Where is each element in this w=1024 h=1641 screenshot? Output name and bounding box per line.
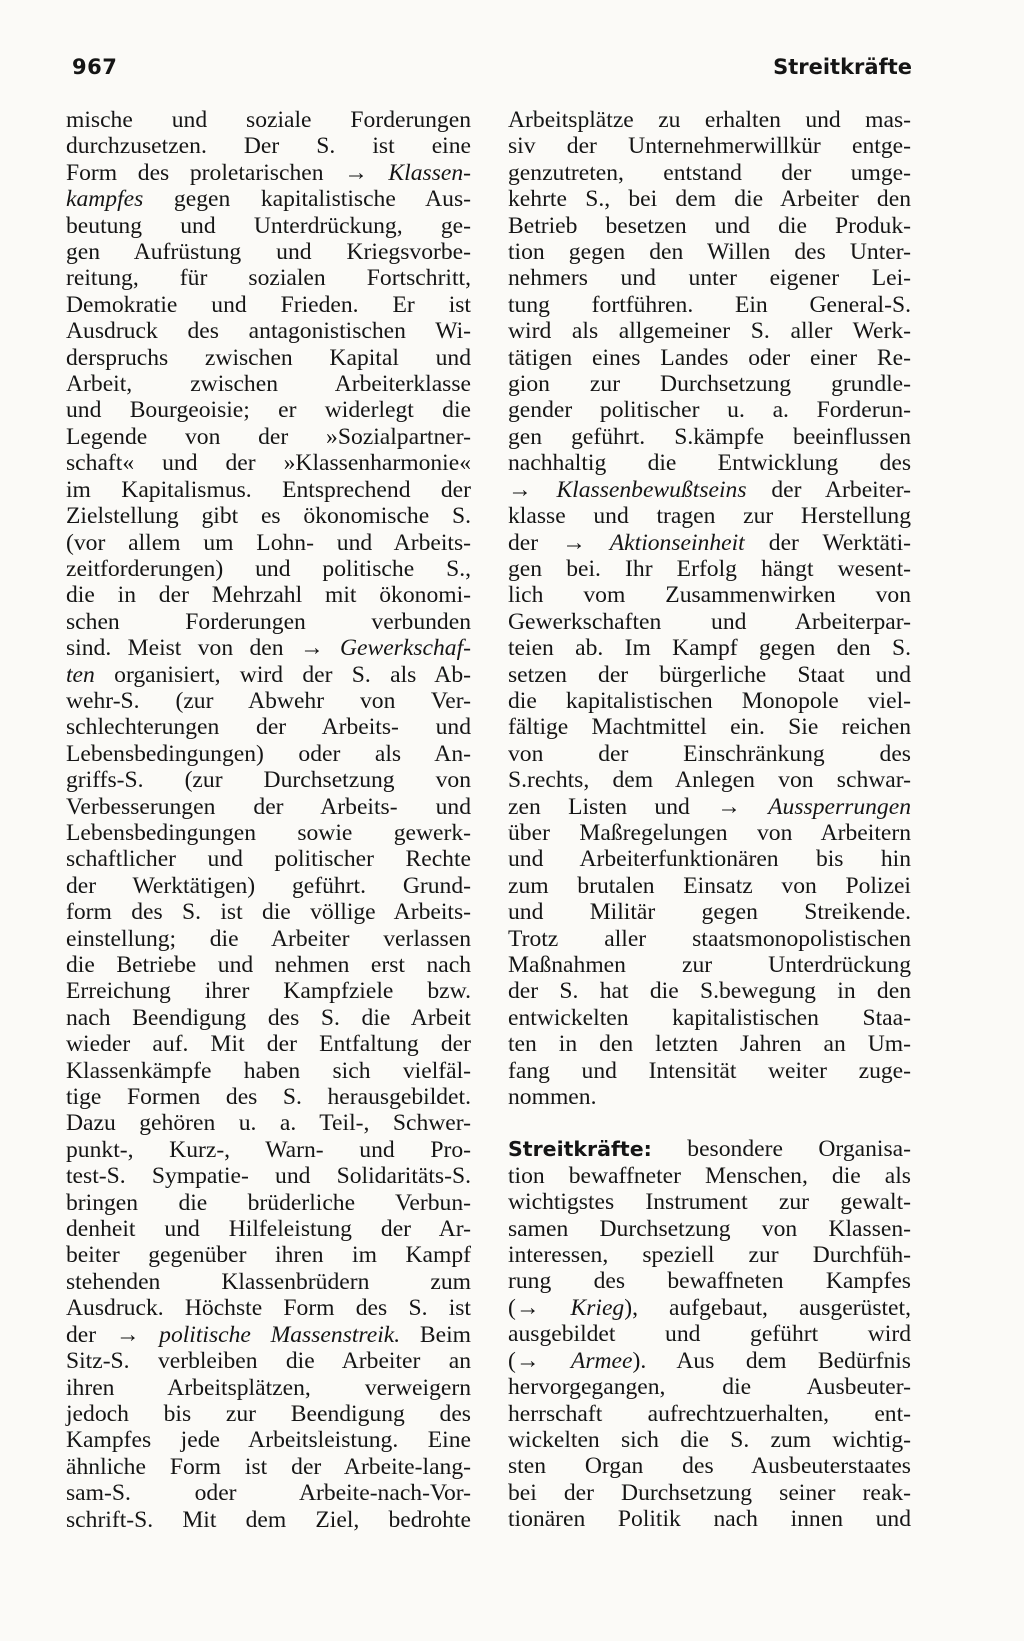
cross-reference-link[interactable]: kampfes <box>66 186 144 213</box>
page-number: 967 <box>72 55 118 79</box>
text-line: schrift-S. Mit dem Ziel, bedrohte <box>66 1506 471 1533</box>
text-line: Trotz aller staatsmonopolistischen <box>508 925 911 952</box>
entry-lemma: Streitkräfte: <box>508 1137 652 1162</box>
text-line: herrschaft aufrechtzuerhalten, ent- <box>508 1400 911 1427</box>
cross-reference-link[interactable]: Klassen- <box>388 159 471 186</box>
text-line: der → Aktionseinheit der Werktäti- <box>508 529 911 556</box>
text-line: durchzusetzen. Der S. ist eine <box>66 133 471 160</box>
text-line: ten in den letzten Jahren an Um- <box>508 1031 911 1058</box>
text-line: lich vom Zusammenwirken von <box>508 582 911 609</box>
text-line: wickelten sich die S. zum wichtig- <box>508 1426 911 1453</box>
cross-reference-link[interactable]: Aussperrungen <box>768 793 911 820</box>
text-line: einstellung; die Arbeiter verlassen <box>66 925 471 952</box>
text-line: Form des proletarischen → Klassen- <box>66 159 471 186</box>
text-line: die Betriebe und nehmen erst nach <box>66 952 471 978</box>
text-line: S.rechts, dem Anlegen von schwar- <box>508 767 911 794</box>
cross-reference-link[interactable]: ten <box>66 661 95 688</box>
cross-reference-link[interactable]: Klassenbewußtseins <box>556 476 747 503</box>
text-line: kehrte S., bei dem die Arbeiter den <box>508 186 911 213</box>
text-line: Betrieb besetzen und die Produk- <box>508 212 911 239</box>
text-line: Verbesserungen der Arbeits- und <box>66 793 471 820</box>
text-line: Klassenkämpfe haben sich vielfäl- <box>66 1057 471 1084</box>
text-line: wehr-S. (zur Abwehr von Ver- <box>66 687 471 714</box>
text-line: Dazu gehören u. a. Teil-, Schwer- <box>66 1110 471 1137</box>
cross-reference-link[interactable]: Gewerkschaf- <box>339 635 471 662</box>
text-line: Legende von der »Sozialpartner- <box>66 423 471 450</box>
cross-reference-link[interactable]: Krieg <box>570 1294 625 1321</box>
cross-reference-link[interactable]: Armee <box>570 1347 633 1374</box>
text-line: reitung, für sozialen Fortschritt, <box>66 265 471 292</box>
text-line: siv der Unternehmerwillkür entge- <box>508 133 911 160</box>
text-line: nehmers und unter eigener Lei- <box>508 265 911 292</box>
text-line: ten organisiert, wird der S. als Ab- <box>66 661 471 688</box>
text-line: nachhaltig die Entwicklung des <box>508 450 911 477</box>
text-line: schlechterungen der Arbeits- und <box>66 714 471 741</box>
text-line: derspruchs zwischen Kapital und <box>66 344 471 371</box>
text-line: nach Beendigung des S. die Arbeit <box>66 1004 471 1031</box>
text-line: fang und Intensität weiter zuge- <box>508 1057 911 1084</box>
text-line: fältige Machtmittel ein. Sie reichen <box>508 714 911 741</box>
text-line: beutung und Unterdrückung, ge- <box>66 212 471 239</box>
text-line: form des S. ist die völlige Arbeits- <box>66 899 471 926</box>
text-line: griffs-S. (zur Durchsetzung von <box>66 767 471 794</box>
text-line: ausgebildet und geführt wird <box>508 1321 911 1348</box>
text-line: wieder auf. Mit der Entfaltung der <box>66 1031 471 1058</box>
text-line: über Maßregelungen von Arbeitern <box>508 819 911 846</box>
text-line: Demokratie und Frieden. Er ist <box>66 291 471 318</box>
text-line: zum brutalen Einsatz von Polizei <box>508 872 911 899</box>
text-line: schaft« und der »Klassenharmonie« <box>66 450 471 477</box>
text-line: wird als allgemeiner S. aller Werk- <box>508 318 911 345</box>
text-line: hervorgegangen, die Ausbeuter- <box>508 1374 911 1401</box>
text-line: tion gegen den Willen des Unter- <box>508 239 911 266</box>
text-line: sten Organ des Ausbeuterstaates <box>508 1453 911 1480</box>
text-line: Lebensbedingungen sowie gewerk- <box>66 819 471 846</box>
text-line: tionären Politik nach innen und <box>508 1506 911 1533</box>
text-line: und Militär gegen Streikende. <box>508 899 911 926</box>
text-line: von der Einschränkung des <box>508 740 911 767</box>
text-line: gender politischer u. a. Forderun- <box>508 397 911 424</box>
left-column <box>66 107 471 1533</box>
text-line: tige Formen des S. herausgebildet. <box>66 1084 471 1111</box>
text-line: setzen der bürgerliche Staat und <box>508 661 911 688</box>
text-line: Kampfes jede Arbeitsleistung. Eine <box>66 1427 471 1454</box>
text-line: (→ Armee). Aus dem Bedürfnis <box>508 1347 911 1374</box>
text-line: gen Aufrüstung und Kriegsvorbe- <box>66 239 471 266</box>
text-line: Maßnahmen zur Unterdrückung <box>508 952 911 978</box>
text-line: Arbeitsplätze zu erhalten und mas- <box>508 107 911 133</box>
text-line: (→ Krieg), aufgebaut, ausgerüstet, <box>508 1294 911 1321</box>
cross-reference-link[interactable]: Aktionseinheit <box>609 529 745 556</box>
text-line: ähnliche Form ist der Arbeite-lang- <box>66 1453 471 1480</box>
text-line: interessen, speziell zur Durchfüh- <box>508 1242 911 1269</box>
text-line: beiter gegenüber ihren im Kampf <box>66 1242 471 1269</box>
text-line: bei der Durchsetzung seiner reak- <box>508 1479 911 1506</box>
text-line: Sitz-S. verbleiben die Arbeiter an <box>66 1348 471 1375</box>
text-line: tung fortführen. Ein General-S. <box>508 291 911 318</box>
text-line: kampfes gegen kapitalistische Aus- <box>66 186 471 213</box>
text-line: die in der Mehrzahl mit ökonomi- <box>66 582 471 609</box>
text-line: jedoch bis zur Beendigung des <box>66 1400 471 1427</box>
text-line: gion zur Durchsetzung grundle- <box>508 371 911 398</box>
right-column <box>508 107 911 1533</box>
text-line: gen geführt. S.kämpfe beeinflussen <box>508 423 911 450</box>
text-line: die kapitalistischen Monopole viel- <box>508 687 911 714</box>
text-line: Lebensbedingungen) oder als An- <box>66 740 471 767</box>
text-line: im Kapitalismus. Entsprechend der <box>66 476 471 503</box>
text-line: Erreichung ihrer Kampfziele bzw. <box>66 978 471 1005</box>
text-line: mische und soziale Forderungen <box>66 107 471 133</box>
text-line: rung des bewaffneten Kampfes <box>508 1268 911 1295</box>
cross-reference-link[interactable]: politische Massenstreik. <box>159 1321 401 1348</box>
text-line: nommen. <box>508 1084 597 1111</box>
text-line: schen Forderungen verbunden <box>66 608 471 635</box>
running-head: Streitkräfte <box>773 55 912 79</box>
text-line: und Arbeiterfunktionären bis hin <box>508 846 911 873</box>
text-line: Ausdruck des antagonistischen Wi- <box>66 318 471 345</box>
text-line: und Bourgeoisie; er widerlegt die <box>66 397 471 424</box>
text-line: gen bei. Ihr Erfolg hängt wesent- <box>508 555 911 582</box>
text-line: samen Durchsetzung von Klassen- <box>508 1215 911 1242</box>
text-line: teien ab. Im Kampf gegen den S. <box>508 635 911 662</box>
text-line: Arbeit, zwischen Arbeiterklasse <box>66 371 471 398</box>
text-line: wichtigstes Instrument zur gewalt- <box>508 1189 911 1216</box>
text-line: denheit und Hilfeleistung der Ar- <box>66 1216 471 1243</box>
text-line: der Werktätigen) geführt. Grund- <box>66 872 471 899</box>
text-line: Zielstellung gibt es ökonomische S. <box>66 503 471 530</box>
text-line: sind. Meist von den → Gewerkschaf- <box>66 635 471 662</box>
text-line: stehenden Klassenbrüdern zum <box>66 1268 471 1295</box>
text-line: (vor allem um Lohn- und Arbeits- <box>66 529 471 556</box>
entry-headline: Streitkräfte: besondere Organisa- <box>508 1136 911 1163</box>
text-line: zeitforderungen) und politische S., <box>66 555 471 582</box>
text-line: der → politische Massenstreik. Beim <box>66 1321 471 1348</box>
text-line: test-S. Sympatie- und Solidaritäts-S. <box>66 1163 471 1190</box>
text-line: genzutreten, entstand der umge- <box>508 159 911 186</box>
text-line: klasse und tragen zur Herstellung <box>508 503 911 530</box>
text-line: bringen die brüderliche Verbun- <box>66 1189 471 1216</box>
text-line: ihren Arbeitsplätzen, verweigern <box>66 1374 471 1401</box>
text-line: → Klassenbewußtseins der Arbeiter- <box>508 476 912 503</box>
entry-separator <box>508 1110 911 1136</box>
text-line: Gewerkschaften und Arbeiterpar- <box>508 608 911 635</box>
text-line: tion bewaffneter Menschen, die als <box>508 1162 911 1189</box>
text-line: zen Listen und → Aussperrungen <box>508 793 911 820</box>
text-line: der S. hat die S.bewegung in den <box>508 978 911 1005</box>
text-line: punkt-, Kurz-, Warn- und Pro- <box>66 1136 471 1163</box>
text-line: sam-S. oder Arbeite-nach-Vor- <box>66 1480 471 1507</box>
text-line: schaftlicher und politischer Rechte <box>66 846 471 873</box>
text-line: Ausdruck. Höchste Form des S. ist <box>66 1295 471 1322</box>
text-line: entwickelten kapitalistischen Staa- <box>508 1004 911 1031</box>
text-line: tätigen eines Landes oder einer Re- <box>508 344 911 371</box>
